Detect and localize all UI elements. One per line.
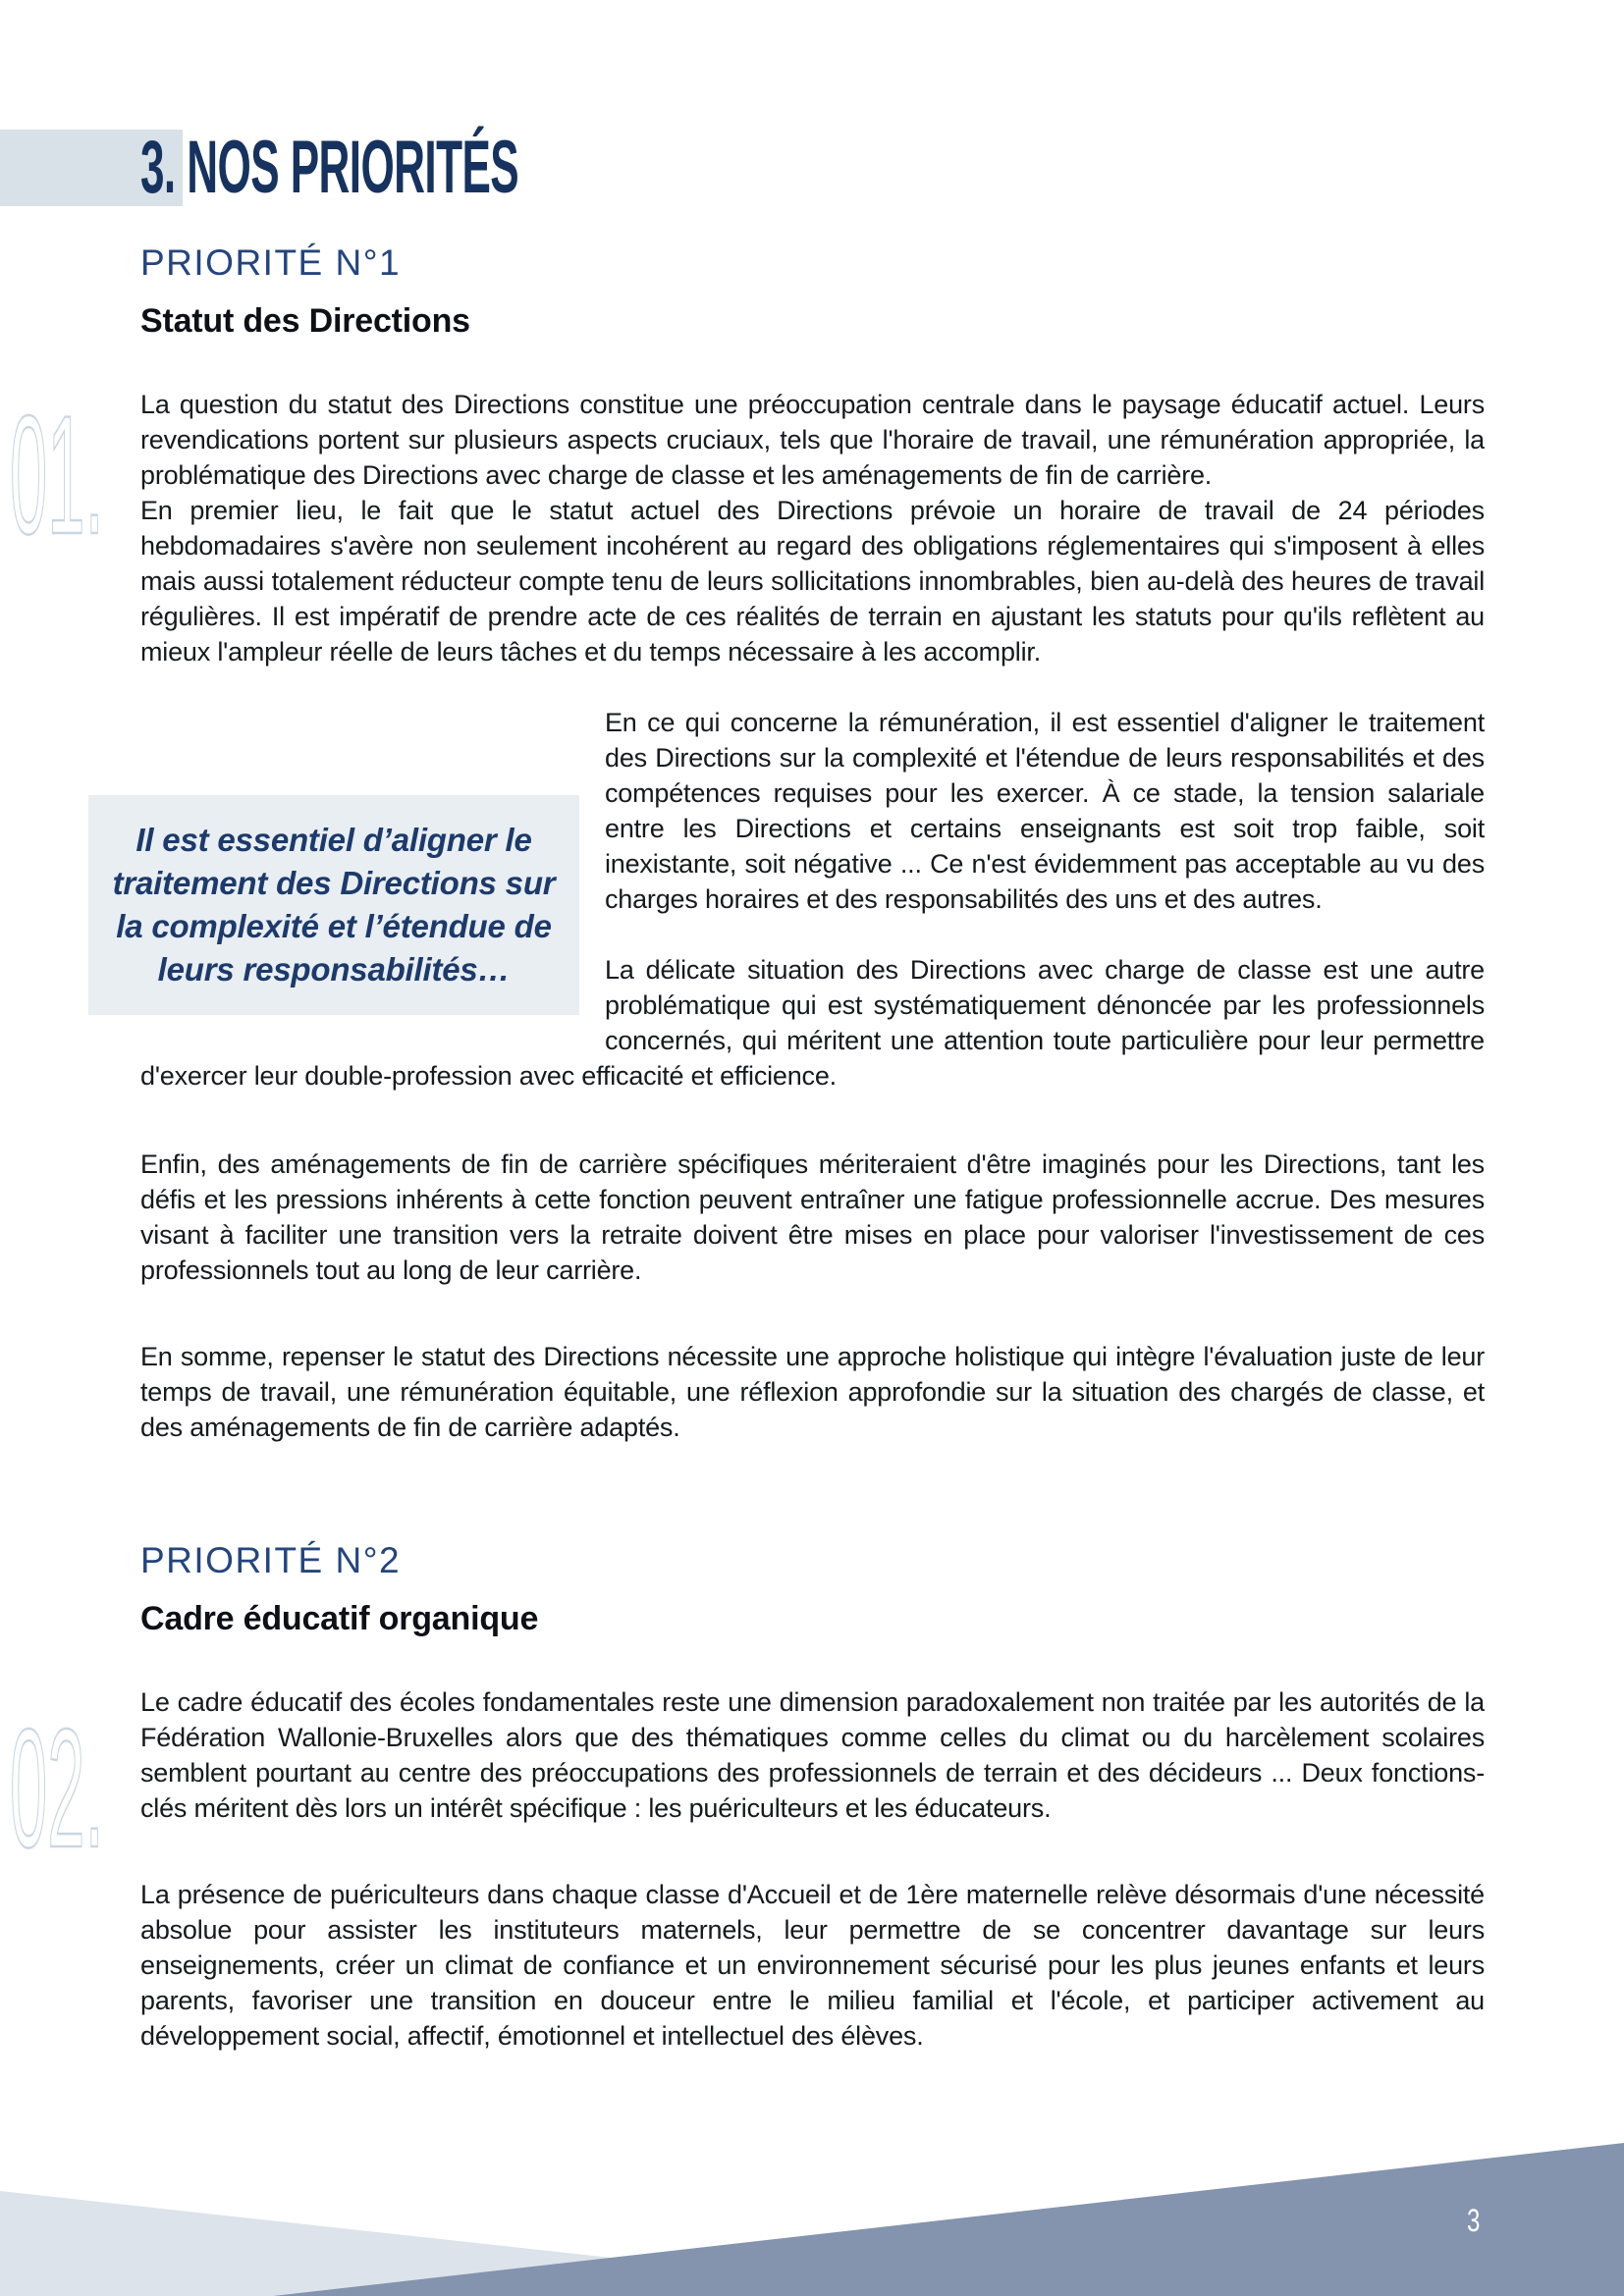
paragraph: La question du statut des Directions constitue une préoccupation centrale dans le paysage éducatif actuel. Leurs revendications portent sur plusieurs aspects cruciaux, tels que l'horaire de travail, une rémunération appropriée, la problématique des Directions avec charge de classe et les aménagements de fin de carrière. [140,390,1485,490]
pull-quote: Il est essentiel d’aligner le traitement des Directions sur la complexité et l’étendue de leurs responsabilités… [88,795,579,1015]
paragraph: La délicate situation des Directions avec charge de classe est une autre problématique qui est systématiquement dénoncée par les professionnels concernés, qui méritent une attention toute particulière pour leur permettre d'exercer leur double-profession avec efficacité et efficience. [140,955,1485,1091]
paragraph-text: En ce qui concerne la rémunération, il est essentiel d'aligner le traitement des Directions sur la complexité et l'étendue de leurs responsabilités et des compétences requises pour les exercer. À ce stade, la tension salariale entre les Directions et certains enseignants est soit trop faible, soit inexistante, soit négative ... Ce n'est évidemment pas acceptable au vu des charges horaires et des responsabilités des uns et des autres. [605,708,1485,914]
watermark-01: 01. [10,381,104,569]
section-number: 3. [140,126,176,209]
content-column [112,241,1485,2054]
page-number: 3 [1467,2203,1481,2238]
footer-dark-band [273,2143,1624,2296]
paragraph: En somme, repenser le statut des Directions nécessite une approche holistique qui intègre l'évaluation juste de leur temps de travail, une rémunération équitable, une réflexion approfondie sur la situation des chargés de classe, et des aménagements de fin de carrière adaptés. [140,1342,1485,1442]
priority-1-title: Statut des Directions [140,302,470,340]
paragraph: La présence de puériculteurs dans chaque classe d'Accueil et de 1ère maternelle relève désormais d'une nécessité absolue pour assister les instituteurs maternels, leur permettre de se concentrer davantage sur leurs enseignements, créer un climat de confiance et un environnement sécurisé pour les plus jeunes enfants et leurs parents, favoriser une transition en douceur entre le milieu familial et l'école, et participer activement au développement social, affectif, émotionnel et intellectuel des élèves. [140,1880,1485,2051]
paragraph: Enfin, des aménagements de fin de carrière spécifiques mériteraient d'être imaginés pour les Directions, tant les défis et les pressions inhérents à cette fonction peuvent entraîner une fatigue professionnelle accrue. Des mesures visant à faciliter une transition vers la retraite doivent être mises en place pour valoriser l'investissement de ces professionnels tout au long de leur carrière. [140,1149,1485,1285]
paragraph: Le cadre éducatif des écoles fondamentales reste une dimension paradoxalement non traitée par les autorités de la Fédération Wallonie-Bruxelles alors que des thématiques comme celles du climat ou du harcèlement scolaires semblent pourtant au centre des préoccupations des professionnels de terrain et des décideurs ... Deux fonctions-clés méritent dès lors un intérêt spécifique : les puériculteurs et les éducateurs. [140,1687,1485,1823]
page-title [140,126,519,209]
priority-1-label: PRIORITÉ N°1 [140,242,402,283]
priority-2-label: PRIORITÉ N°2 [140,1540,402,1580]
priority-2-title: Cadre éducatif organique [140,1600,539,1637]
page-title-text: NOS PRIORITÉS [187,126,519,209]
paragraph-with-quote [112,705,1485,988]
footer-artwork [0,2110,1624,2296]
watermark-02: 02. [10,1694,104,1883]
paragraph: En premier lieu, le fait que le statut actuel des Directions prévoie un horaire de travail de 24 périodes hebdomadaires s'avère non seulement incohérent au regard des obligations réglementaires qui s'imposent à elles mais aussi totalement réducteur compte tenu de leurs sollicitations innombrables, bien au-delà des heures de travail régulières. Il est impératif de prendre acte de ces réalités de terrain en ajustant les statuts pour qu'ils reflètent au mieux l'ampleur réelle de leurs tâches et du temps nécessaire à les accomplir. [140,496,1485,667]
